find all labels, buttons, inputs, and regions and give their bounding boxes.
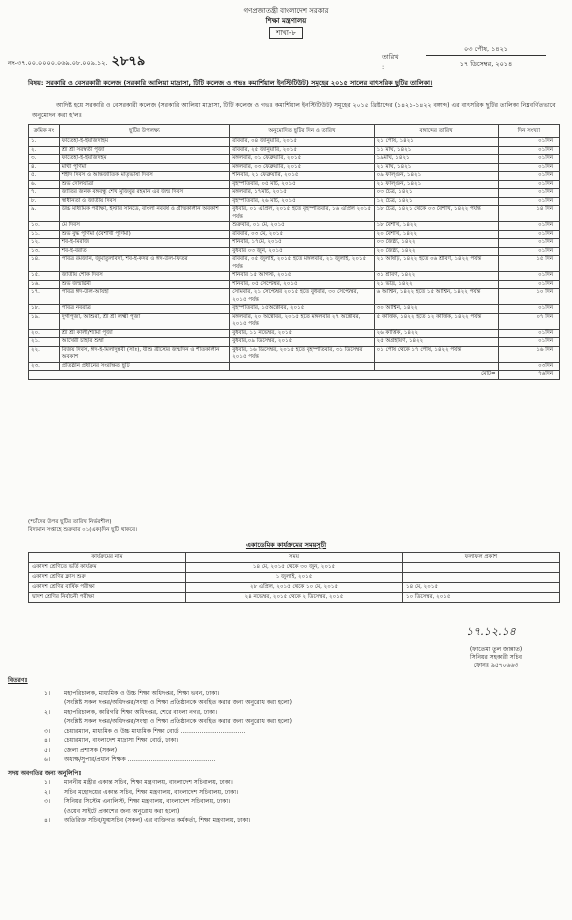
- occasion-cell: জাতির জনক বঙ্গবন্ধু শেখ মুজিবুর রহমান এর জন্ম দিবস: [59, 189, 230, 198]
- copy-heading: সদয় অবগতির জন্য অনুলিপিঃ: [8, 769, 82, 777]
- note-friday: বিদ্যমান সপ্তাহে শুক্রবার ০১(এক)দিন ছুটি থাকবে।: [28, 527, 138, 533]
- bangla-date-cell: ২০ জৈষ্ঠ্য, ১৪২২: [374, 247, 498, 256]
- days-cell: ১৪ দিন: [498, 206, 559, 222]
- days-cell: ০১দিন: [498, 280, 559, 289]
- bangla-date-cell: ২১ ফাল্গুন, ১৪২১: [374, 180, 498, 189]
- intro-paragraph: আদিষ্ট হয়ে সরকারি ও বেসরকারী কলেজ (সরকারি আলিয়া মাদ্রাসা, টিটি কলেজ ও গভঃ কমার্শিয়াল ইনস্টিটিউট) সমূহের ২০১৫ খ্রিষ্টাব্দের (১৪২১-১৪২২ বঙ্গাব্দ) এর বাৎসরিক ছুটির তালিকা নিম্নবর্ণিতভাবে অনুমোদন করা হ'লঃ: [32, 102, 556, 119]
- serial-cell: ৪.: [29, 163, 60, 172]
- bangla-date-cell: [374, 362, 498, 371]
- list-item: [8, 755, 564, 765]
- list-text: সচিব মহোদয়ের একান্ত সচিব, শিক্ষা মন্ত্রণালয়, বাংলাদেশ সচিবালয়, ঢাকা।: [64, 788, 239, 796]
- serial-cell: ১৪.: [29, 256, 60, 272]
- serial-cell: ১৮.: [29, 305, 60, 314]
- table-row: [29, 280, 560, 289]
- list-item: [8, 736, 564, 746]
- days-cell: ০১দিন: [498, 180, 559, 189]
- table-row: [29, 146, 560, 155]
- memo-number: [8, 52, 145, 73]
- list-number: ৫।: [44, 746, 51, 754]
- days-cell: ০১দিন: [498, 197, 559, 206]
- letterhead: [0, 0, 572, 39]
- col-bangla-date: বঙ্গাব্দের তারিখ: [374, 125, 498, 138]
- table-row: [29, 272, 560, 281]
- serial-cell: ২০.: [29, 329, 60, 338]
- days-cell: ০১দিন: [498, 155, 559, 164]
- signatory-title: সিনিয়র সহকারী সচিব: [470, 654, 522, 661]
- list-subtext: (সংশ্লিষ্ট সকল দপ্তর/অধিদপ্তর/সংস্থা ও শিক্ষা প্রতিষ্ঠানকে অবহিত করার জন্য অনুরোধ করা হলো): [64, 699, 292, 706]
- serial-cell: ১৩.: [29, 247, 60, 256]
- date-cell: রবিবার, ০৩ মে, ২০১৫: [230, 230, 374, 239]
- total-value: ৭৬দিন: [498, 371, 559, 380]
- result-cell: [403, 573, 560, 583]
- days-cell: ১০ দিন: [498, 289, 559, 305]
- date-cell: শনিবার, ২১ ফেব্রুয়ারি, ২০১৫: [230, 172, 374, 181]
- branch-label: শাখা-৮: [269, 27, 303, 39]
- memo-number-text: নং-৩৭.০০.০০০০.০৬৯.০৮.০০৯.১২.: [8, 59, 108, 67]
- date-cell: বুধবার, ১১ নভেম্বর, ২০১৫: [230, 329, 374, 338]
- occasion-cell: মাঘী পূর্ণিমা: [59, 163, 230, 172]
- list-text: সিনিয়র সিস্টেম এনালিস্ট, শিক্ষা মন্ত্রণালয়, বাংলাদেশ সচিবালয়, ঢাকা।: [64, 798, 231, 805]
- occasion-cell: পবিত্র নবরাত্র: [59, 305, 230, 314]
- table-row: [29, 338, 560, 347]
- bangla-date-cell: ২৫ অগ্রহায়ণ, ১৪২২: [374, 338, 498, 347]
- occasion-cell: শহীদ দিবস ও আন্তর্জাতিক মাতৃভাষা দিবস: [59, 172, 230, 181]
- table-row: [29, 305, 560, 314]
- list-text: অতিরিক্ত সচিব/যুগ্মসচিব (সকল) এর ব্যক্তিগত কর্মকর্তা, শিক্ষা মন্ত্রণালয়, ঢাকা।: [64, 817, 251, 824]
- table-row: [29, 138, 560, 147]
- result-cell: ১০ ডিসেম্বর, ২০১৫: [403, 593, 560, 603]
- bangla-date-cell: ৩০ আশ্বিন, ১৪২২: [374, 305, 498, 314]
- occasion-cell: পবিত্র রমজান, জুমাতুলবিদা, শব-ই-কদর ও ঈদ-উল-ফিতর: [59, 256, 230, 272]
- table-row: [29, 155, 560, 164]
- list-item: [8, 788, 564, 798]
- date-cell: রবিবার, ০৪ জানুয়ারি, ২০১৫: [230, 138, 374, 147]
- days-cell: ০১দিন: [498, 305, 559, 314]
- date-cell: শনিবার ১৫ আগস্ট, ২০১৫: [230, 272, 374, 281]
- days-cell: ০১দিন: [498, 189, 559, 198]
- memo-handwritten-number: ২৮৭৯: [111, 54, 146, 69]
- days-cell: ০১দিন: [498, 247, 559, 256]
- table-row: [29, 189, 560, 198]
- days-cell: ০১দিন: [498, 329, 559, 338]
- date-cell: রবিবার, ০৫ জুলাই, ২০১৫ হতে মঙ্গলবার, ২১ জুলাই, ২০১৫ পর্যন্ত: [230, 256, 374, 272]
- occasion-cell: স্বাধীনতা ও জাতীয় দিবস: [59, 197, 230, 206]
- table-row: [29, 583, 560, 593]
- holiday-table: [28, 124, 560, 380]
- list-text: মহাপরিচালক, মাধ্যমিক ও উচ্চ শিক্ষা অধিদপ্তর, শিক্ষা ভবন, ঢাকা।: [64, 689, 220, 697]
- subject-text: সরকারি ও বেসরকারী কলেজ (সরকারি আলিয়া মাদ্রাসা, টিটি কলেজ ও গভঃ কমার্শিয়াল ইনস্টিটিউট) সমূহের ২০১৫ সালের বাৎসরিক ছুটির তালিকা।: [46, 79, 433, 87]
- bangla-date-cell: ৩১ শ্রাবণ, ১৪২২: [374, 272, 498, 281]
- date-cell: বৃহস্পতিবার, ১৫অক্টোবর, ২০১৫: [230, 305, 374, 314]
- occasion-cell: শ্রী শ্রী সরস্বতী পূজা: [59, 146, 230, 155]
- total-label: মোট=: [29, 371, 499, 380]
- academic-title: একাডেমিক কার্যক্রমের সময়সূচী: [245, 541, 327, 549]
- days-cell: ০১দিন: [498, 146, 559, 155]
- date-cell: মঙ্গলবার, ০১ ফেব্রুয়ারি, ২০১৫: [230, 155, 374, 164]
- distribution-heading: বিতরণঃ: [8, 677, 28, 684]
- list-text: মাননীয় মন্ত্রীর একান্ত সচিব, শিক্ষা মন্ত্রণালয়, বাংলাদেশ সচিবালয়, ঢাকা।: [64, 779, 233, 786]
- table-row: [29, 206, 560, 222]
- result-cell: ১৪ মে, ২০১৫: [403, 583, 560, 593]
- table-row: [29, 230, 560, 239]
- date-cell: শুক্রবার, ০১ মে, ২০১৫: [230, 222, 374, 231]
- signatory-phone: ফোনঃ ৯৫৭০৬৬৩: [473, 662, 519, 669]
- time-cell: ১৪ মে, ২০১৫ থেকে ৩০ জুন, ২০১৫: [186, 563, 403, 573]
- days-cell: ১৬ দিন: [498, 346, 559, 362]
- list-item: [8, 816, 564, 826]
- date-label: তারিখ :: [382, 53, 399, 71]
- occasion-cell: শব-ই-বরাত: [59, 247, 230, 256]
- table-row: [29, 346, 560, 362]
- bangla-date-cell: ০৯ ফাল্গুন, ১৪২১: [374, 172, 498, 181]
- col-activity: কার্যক্রমের নাম: [29, 553, 186, 563]
- activity-cell: একাদশ শ্রেণির বার্ষিক পরীক্ষা: [29, 583, 186, 593]
- table-row: [29, 563, 560, 573]
- total-row: [29, 371, 560, 380]
- signatory-name: (ফাতেমা তুল জান্নাত): [469, 646, 523, 653]
- days-cell: ০১দিন: [498, 230, 559, 239]
- time-cell: ২৮ এপ্রিল, ২০১৫ থেকে ১০ মে, ২০১৫: [186, 583, 403, 593]
- holiday-notes: [28, 518, 137, 534]
- days-cell: ০১দিন: [498, 163, 559, 172]
- occasion-cell: শব-ই-মিরাজ: [59, 239, 230, 248]
- bangla-date-cell: ৫ কার্ত্তিক, ১৪২২ হতে ১২ কার্ত্তিক, ১৪২২ পর্যন্ত: [374, 313, 498, 329]
- list-number: ২।: [44, 708, 51, 716]
- table-row: [29, 362, 560, 371]
- date-cell: বৃহস্পতিবার, ২৬ মার্চ, ২০১৫: [230, 197, 374, 206]
- bangla-date-cell: ২৬ কার্ত্তিক, ১৪২২: [374, 329, 498, 338]
- table-row: [29, 197, 560, 206]
- table-row: [29, 163, 560, 172]
- list-item: [8, 689, 564, 699]
- occasion-cell: দুর্গাপূজা, আশুরা, শ্রী শ্রী লক্ষ্মী পূজা: [59, 313, 230, 329]
- table-row: [29, 256, 560, 272]
- days-cell: ০১দিন: [498, 338, 559, 347]
- serial-cell: ১.: [29, 138, 60, 147]
- occasion-cell: বিজয় দিবস, ঈদ-ই-মিলাদুন্নবী (সাঃ), যীশু খ্রীস্টের জন্মদিন ও শীতকালীন অবকাশ: [59, 346, 230, 362]
- date-english: ১৭ ডিসেম্বর, ২০১৪: [459, 60, 513, 68]
- date-cell: বৃহস্পতিবার, ০৫ মার্চ, ২০১৫: [230, 180, 374, 189]
- date-cell: বুধবার ০৩ জুন, ২০১৫: [230, 247, 374, 256]
- list-item: [8, 746, 564, 756]
- list-text: মহাপরিচালক, কারিগরি শিক্ষা অধিদপ্তর, শেরে বাংলা নগর, ঢাকা।: [64, 708, 218, 716]
- list-text: চেয়ারম্যান, মাধ্যমিক ও উচ্চ মাধ্যমিক শিক্ষা বোর্ড ..................................: [64, 727, 246, 735]
- table-row: [29, 180, 560, 189]
- bangla-date-cell: ১৮ বৈশাখ, ১৪২২: [374, 222, 498, 231]
- table-row: [29, 329, 560, 338]
- serial-cell: ১৯.: [29, 313, 60, 329]
- date-cell: শনিবার, ০৫ সেপ্টেম্বর, ২০১৫: [230, 280, 374, 289]
- table-row: [29, 593, 560, 603]
- bangla-date-cell: ১২ চৈত্র, ১৪২১: [374, 197, 498, 206]
- table-row: [29, 222, 560, 231]
- activity-cell: একাদশ শ্রেণির ক্লাস শুরু: [29, 573, 186, 583]
- col-serial: ক্রমিক নং: [29, 125, 60, 138]
- occasion-cell: শুভ জন্মাষ্টমী: [59, 280, 230, 289]
- bangla-date-cell: ২০ বৈশাখ, ১৪২২: [374, 230, 498, 239]
- bangla-date-cell: ৬ আশ্বিন, ১৪২২ হতে ১৫ আশ্বিন, ১৪২২ পর্যন্ত: [374, 289, 498, 305]
- col-time: সময়: [186, 553, 403, 563]
- activity-cell: দ্বাদশ শ্রেণির নির্বাচনী পরীক্ষা: [29, 593, 186, 603]
- occasion-cell: ফাতেহা-ই-ইয়াজদহম: [59, 155, 230, 164]
- list-number: ৪।: [44, 737, 51, 744]
- holiday-table-header: [29, 125, 560, 138]
- activity-cell: একাদশ শ্রেণিতে ভর্তি কার্যক্রম: [29, 563, 186, 573]
- occasion-cell: মে দিবস: [59, 222, 230, 231]
- bangla-date-cell: ১৯মাঘ, ১৪২১: [374, 155, 498, 164]
- serial-cell: ২১.: [29, 338, 60, 347]
- days-cell: ০১দিন: [498, 172, 559, 181]
- date-cell: রবিবার, ২৫ জানুয়ারি, ২০১৫: [230, 146, 374, 155]
- date-cell: মঙ্গলবার, ১৭মার্চ, ২০১৫: [230, 189, 374, 198]
- occasion-cell: শ্রী শ্রী কালী/শ্যামা পূজা: [59, 329, 230, 338]
- occasion-cell: উচ্চ মাধ্যমিক পরীক্ষা, ইস্টার সানডে, বাংলা নববর্ষ ও গ্রীষ্মকালীন অবকাশ: [59, 206, 230, 222]
- academic-table: [28, 552, 560, 603]
- serial-cell: ৫.: [29, 172, 60, 181]
- list-item: [8, 727, 564, 737]
- serial-cell: ২৩.: [29, 362, 60, 371]
- serial-cell: ৮.: [29, 197, 60, 206]
- col-occasion: ছুটির উপলক্ষ্য: [59, 125, 230, 138]
- occasion-cell: শুভ বুদ্ধ পূর্ণিমা (বৈশাখী পূর্ণিমা): [59, 230, 230, 239]
- bangla-date-cell: ০৩ জৈষ্ঠ্য, ১৪২২: [374, 239, 498, 248]
- occasion-cell: প্রতিষ্ঠান প্রধানের সংরক্ষিত ছুটি: [59, 362, 230, 371]
- list-text: চেয়ারম্যান, বাংলাদেশ মাদ্রাসা শিক্ষা বোর্ড, ঢাকা।: [64, 737, 179, 744]
- date-cell: মঙ্গলবার, ০৩ ফেব্রুয়ারি, ২০১৫: [230, 163, 374, 172]
- list-item: [8, 708, 564, 718]
- table-row: [29, 573, 560, 583]
- date-cell: [230, 362, 374, 371]
- list-number: ১।: [44, 689, 51, 697]
- table-row: [29, 239, 560, 248]
- subject-line: [28, 78, 558, 88]
- table-row: [29, 172, 560, 181]
- list-number: ৩।: [44, 727, 51, 735]
- bangla-date-cell: ১১ মাঘ, ১৪২১: [374, 146, 498, 155]
- time-cell: ১ জুলাই, ২০১৫: [186, 573, 403, 583]
- days-cell: ০৩দিন: [498, 362, 559, 371]
- list-number: ৪।: [44, 817, 51, 824]
- note-moon: (*চাঁদের উপর ছুটির তারিখ নির্ভরশীল): [28, 519, 112, 525]
- bangla-date-cell: ২১ আষাঢ়, ১৪২২ হতে ০৬ শ্রাবণ, ১৪২২ পর্যন্ত: [374, 256, 498, 272]
- occasion-cell: ফাতেহা-ই-ইয়াজদাহম: [59, 138, 230, 147]
- bangla-date-cell: ২১ মাঘ, ১৪২১: [374, 163, 498, 172]
- occasion-cell: জাতীয় শোক দিবস: [59, 272, 230, 281]
- serial-cell: ৯.: [29, 206, 60, 222]
- bangla-date-cell: ০১ পৌষ থেকে ১৭ পৌষ, ১৪২২ পর্যন্ত: [374, 346, 498, 362]
- government-name: গণপ্রজাতন্ত্রী বাংলাদেশ সরকার: [243, 7, 329, 15]
- distribution-list: [8, 676, 564, 826]
- bangla-date-cell: ১৮ চৈত্র, ১৪২১ থেকে ০৩ বৈশাখ, ১৪২২ পর্যন্ত: [374, 206, 498, 222]
- list-number: ৬।: [44, 756, 51, 763]
- list-item: [8, 778, 564, 788]
- col-result: ফলাফল প্রকাশ: [403, 553, 560, 563]
- ministry-name: শিক্ষা মন্ত্রণালয়: [265, 17, 307, 25]
- table-row: [29, 289, 560, 305]
- serial-cell: ১৭.: [29, 289, 60, 305]
- date-cell: বুধবার, ০১ এপ্রিল, ২০১৫ হতে বৃহস্পতিবার, ১৬ এপ্রিল ২০১৫ পর্যন্ত: [230, 206, 374, 222]
- serial-cell: ২২.: [29, 346, 60, 362]
- serial-cell: ১৬.: [29, 280, 60, 289]
- list-subtext: (সংশ্লিষ্ট সকল দপ্তর/অধিদপ্তর/সংস্থা ও শিক্ষা প্রতিষ্ঠানকে অবহিত করার জন্য অনুরোধ করা হলো): [64, 718, 292, 725]
- signature-scribble: ১৭.১২.১৪: [466, 625, 516, 638]
- occasion-cell: শুভ দোলযাত্রা: [59, 180, 230, 189]
- serial-cell: ১১.: [29, 230, 60, 239]
- list-text: অধ্যক্ষ/সুপার/প্রধান শিক্ষক ..............................................: [64, 756, 216, 763]
- list-number: ১।: [44, 779, 51, 786]
- table-row: [29, 313, 560, 329]
- date-bangla: ০৩ পৌষ, ১৪২১: [426, 44, 546, 56]
- date-cell: শনিবার, ১৭মে, ২০১৫: [230, 239, 374, 248]
- date-cell: বুধবার,০৯ ডিসেম্বর, ২০১৫: [230, 338, 374, 347]
- date-cell: সোমবার, ২১ সেপ্টেম্বর ২০১৫ হতে বুধবার, ৩০ সেপ্টেম্বর, ২০১৫ পর্যন্ত: [230, 289, 374, 305]
- occasion-cell: পবিত্র ঈদ-উল-আযহা: [59, 289, 230, 305]
- bangla-date-cell: ২১ পৌষ, ১৪২১: [374, 138, 498, 147]
- list-number: ৩।: [44, 798, 51, 805]
- list-text: জেলা প্রশাসক (সকল): [64, 746, 118, 754]
- col-days: দিন সংখ্যা: [498, 125, 559, 138]
- days-cell: ০১দিন: [498, 222, 559, 231]
- occasion-cell: আখেরী চাহার শুম্বা: [59, 338, 230, 347]
- days-cell: ০৭ দিন: [498, 313, 559, 329]
- list-number: ২।: [44, 788, 51, 796]
- bangla-date-cell: ২১ ভাদ্র, ১৪২২: [374, 280, 498, 289]
- serial-cell: ২.: [29, 146, 60, 155]
- days-cell: ০১দিন: [498, 138, 559, 147]
- serial-cell: ৭.: [29, 189, 60, 198]
- time-cell: ২৪ নভেম্বর, ২০১৫ থেকে ২ ডিসেম্বর, ২০১৫: [186, 593, 403, 603]
- date-cell: বুধবার, ১৬ ডিসেম্বর, ২০১৫ হতে বৃহস্পতিবার, ৩১ ডিসেম্বর ২০১৫ পর্যন্ত: [230, 346, 374, 362]
- serial-cell: ১২.: [29, 239, 60, 248]
- serial-cell: ১০.: [29, 222, 60, 231]
- academic-table-header: [29, 553, 560, 563]
- serial-cell: ৩.: [29, 155, 60, 164]
- list-subtext: (ওয়েব সাইটে প্রকাশের জন্য অনুরোধ করা হলো): [64, 807, 180, 815]
- signature-block: [426, 625, 566, 670]
- result-cell: [403, 563, 560, 573]
- list-item: [8, 797, 564, 807]
- days-cell: ০১দিন: [498, 239, 559, 248]
- date-cell: মঙ্গলবার, ২০ অক্টোবর, ২০১৫ হতে মঙ্গলবার ২৭ অক্টোবর, ২০১৫ পর্যন্ত: [230, 313, 374, 329]
- serial-cell: ১৫.: [29, 272, 60, 281]
- subject-label: বিষয়:: [28, 79, 44, 87]
- days-cell: ১৫ দিন: [498, 256, 559, 272]
- days-cell: ০১দিন: [498, 272, 559, 281]
- serial-cell: ৬.: [29, 180, 60, 189]
- col-date: অনুমোদিত ছুটির দিন ও তারিখ: [230, 125, 374, 138]
- table-row: [29, 247, 560, 256]
- bangla-date-cell: ০৩ চৈত্র, ১৪২১: [374, 189, 498, 198]
